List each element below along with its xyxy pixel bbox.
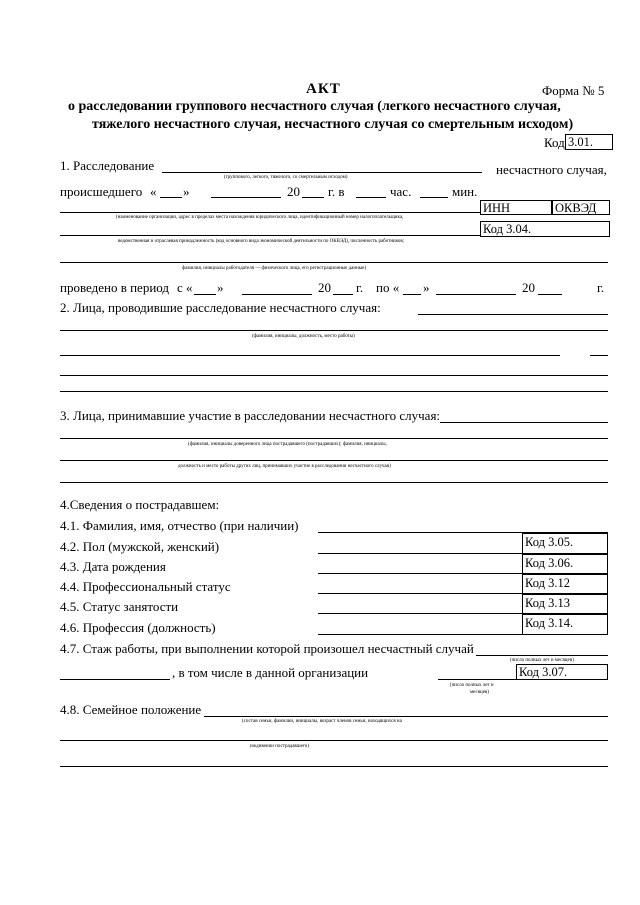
field-experience-org-label: , в том числе в данной организации (172, 665, 369, 680)
code-304-box: Код 3.04. (480, 221, 610, 237)
hint-organization: (наименование организации, адрес в пределах места нахождения юридического лица, идентификационный номер налогоплательщика, (116, 215, 404, 220)
code-307-box: Код 3.07. (516, 664, 608, 680)
inn-box[interactable]: ИНН (480, 200, 552, 215)
field-experience-total-line[interactable] (60, 679, 170, 680)
field-employment-status-label: 4.5. Статус занятости (60, 599, 179, 614)
day-quote-open: « (150, 184, 157, 199)
investigators-line-1[interactable] (60, 330, 608, 331)
field-birthdate-label: 4.3. Дата рождения (60, 559, 166, 574)
hour-line[interactable] (356, 197, 386, 198)
document-subtitle-line-2: тяжелого несчастного случая, несчастного случая со смертельным исходом) (92, 117, 574, 132)
field-profession-label: 4.6. Профессия (должность) (60, 620, 216, 635)
day-line[interactable] (160, 197, 182, 198)
field-birthdate-line[interactable] (318, 573, 522, 574)
period-to-day-line[interactable] (403, 294, 421, 295)
section-2-label: 2. Лица, проводившие расследование несчастного случая: (60, 300, 381, 315)
hint-experience: (число полных лет и месяцев) (510, 658, 574, 663)
field-profession-line[interactable] (318, 634, 522, 635)
hint-experience-org-b: месяцев) (470, 690, 489, 695)
investigators-line-2[interactable] (60, 355, 560, 356)
employer-line[interactable] (60, 262, 608, 263)
field-prof-status-label: 4.4. Профессиональный статус (60, 579, 231, 594)
period-from-close: » (217, 280, 224, 295)
year-prefix: 20 (287, 184, 300, 199)
branch-line[interactable] (60, 235, 480, 236)
occurred-label: происшедшего (60, 184, 143, 199)
field-experience-label: 4.7. Стаж работы, при выполнении которой произошел несчастный случай (60, 641, 474, 656)
period-label: проведено в период (60, 280, 170, 295)
period-from-day-line[interactable] (194, 294, 216, 295)
field-prof-status-line[interactable] (318, 593, 522, 594)
period-to-month-line[interactable] (436, 294, 516, 295)
hint-branch: ведомственная и отраслевая принадлежность (код основного вида экономической деятельности по ОКВЭД), численность работников; (118, 239, 405, 244)
section-1-label: 1. Расследование (60, 158, 155, 173)
code-314-box: Код 3.14. (522, 614, 608, 635)
code-312-box: Код 3.12 (522, 574, 608, 594)
hour-label: час. (390, 184, 412, 199)
form-number: Форма № 5 (542, 83, 605, 98)
month-line[interactable] (211, 197, 281, 198)
document-title: АКТ (306, 81, 341, 97)
day-quote-close: » (183, 184, 190, 199)
hint-family-2: иждивении пострадавшего) (250, 744, 309, 749)
investigators-line-3[interactable] (60, 375, 608, 376)
code-306-box: Код 3.06. (522, 554, 608, 574)
field-experience-org-line[interactable] (438, 679, 516, 680)
code-313-box: Код 3.13 (522, 594, 608, 614)
field-family-line-3[interactable] (60, 766, 608, 767)
accident-type-line[interactable] (162, 172, 482, 173)
period-from-year-line[interactable] (333, 294, 353, 295)
investigators-line-2b[interactable] (590, 355, 608, 356)
period-from-month-line[interactable] (242, 294, 312, 295)
organization-line[interactable] (60, 212, 480, 213)
field-full-name-label: 4.1. Фамилия, имя, отчество (при наличии) (60, 518, 299, 533)
period-from: с « (177, 280, 193, 295)
participants-line-2[interactable] (60, 460, 608, 461)
field-family-line-2[interactable] (60, 740, 608, 741)
hint-family-1: (состав семьи, фамилии, инициалы, возраст членов семьи, находящихся на (242, 719, 402, 724)
document-subtitle-line-1: о расследовании группового несчастного случая (легкого несчастного случая, (68, 99, 561, 114)
hint-experience-org-a: (число полных лет и (450, 683, 494, 688)
hint-employer: фамилия, инициалы работодателя — физического лица, его регистрационные данные) (182, 266, 366, 271)
period-to-year-line[interactable] (538, 294, 562, 295)
hint-participants-2: должность и место работы других лиц, принимавших участие в расследовании несчастного случая) (178, 464, 391, 469)
field-gender-line[interactable] (318, 553, 522, 554)
hint-participants-1: (фамилия, инициалы доверенного лица пострадавшего (пострадавших); фамилия, инициалы, (188, 442, 387, 447)
field-family-line[interactable] (204, 716, 608, 717)
participants-line-1[interactable] (60, 438, 608, 439)
period-to: по « (376, 280, 400, 295)
minute-line[interactable] (420, 197, 448, 198)
section-3-label: 3. Лица, принимавшие участие в расследовании несчастного случая: (60, 408, 441, 423)
period-to-close: » (423, 280, 430, 295)
hint-investigators: (фамилия, инициалы, должность, место работы) (252, 334, 355, 339)
okved-box[interactable]: ОКВЭД (552, 200, 610, 215)
participants-line-3[interactable] (60, 482, 608, 483)
period-from-g: г. (356, 280, 364, 295)
hint-accident-type: (группового, легкого, тяжелого, со смертельным исходом) (224, 175, 348, 180)
participants-line-0[interactable] (440, 422, 608, 423)
year-line[interactable] (302, 197, 324, 198)
period-from-year: 20 (318, 280, 331, 295)
minute-label: мин. (452, 184, 478, 199)
code-305-box: Код 3.05. (522, 533, 608, 554)
section-4-label: 4.Сведения о пострадавшем: (60, 497, 220, 512)
code-301-box: 3.01. (565, 134, 613, 150)
field-experience-line[interactable] (476, 655, 608, 656)
field-family-label: 4.8. Семейное положение (60, 702, 202, 717)
investigators-line-4[interactable] (60, 391, 608, 392)
code-label: Код (544, 135, 565, 150)
field-employment-status-line[interactable] (318, 613, 522, 614)
period-to-g: г. (597, 280, 605, 295)
period-to-year: 20 (522, 280, 535, 295)
section-1-suffix: несчастного случая, (496, 162, 607, 177)
year-suffix: г. в (328, 184, 345, 199)
field-gender-label: 4.2. Пол (мужской, женский) (60, 539, 220, 554)
investigators-line-0[interactable] (418, 314, 608, 315)
